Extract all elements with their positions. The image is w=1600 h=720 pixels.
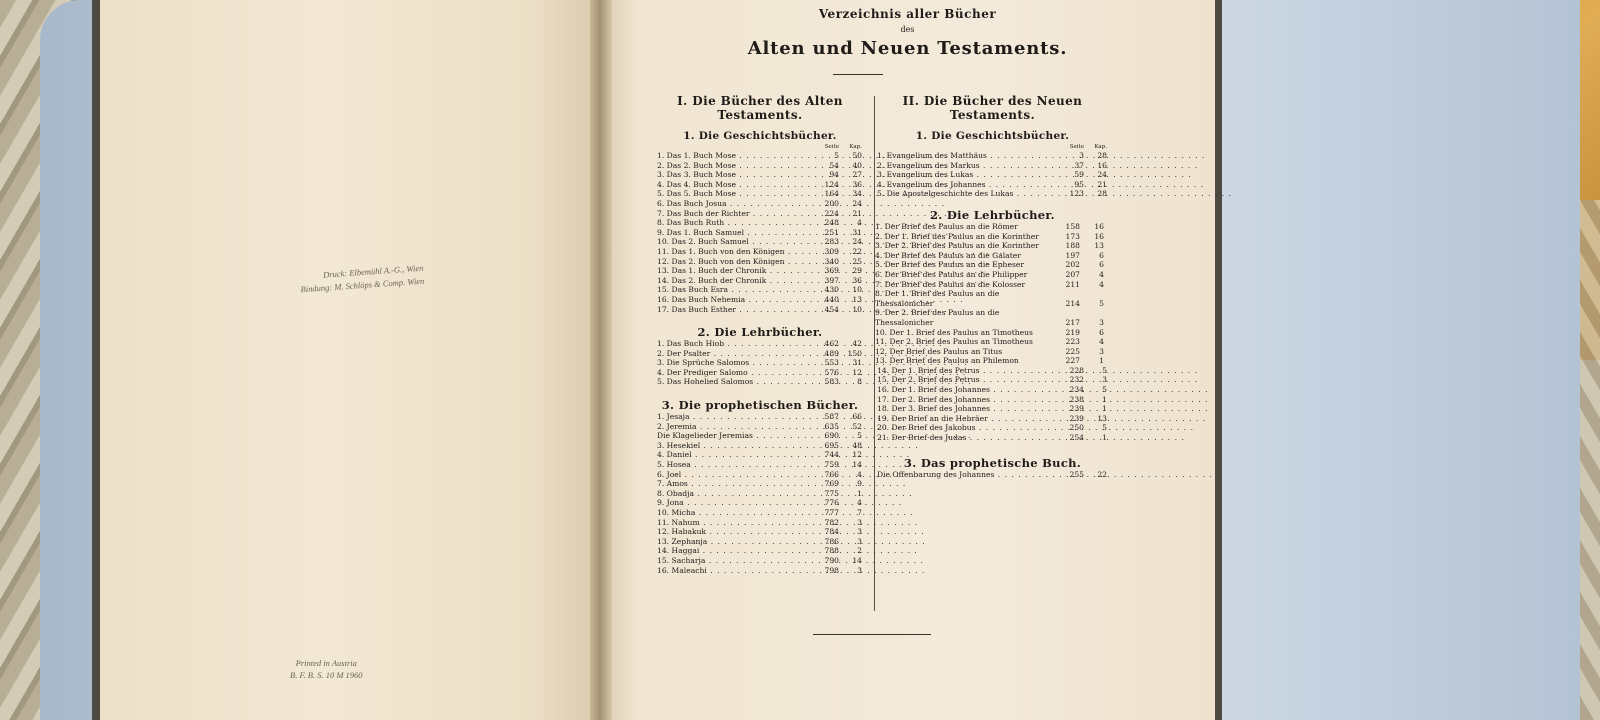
chapter-count: 3 <box>857 565 862 575</box>
page-number: 309 <box>824 246 839 256</box>
book-title: 3. Der 2. Brief des Paulus an die Korinther <box>875 241 1039 251</box>
book-title: 4. Der Prediger Salomo . . . <box>657 368 966 378</box>
page-number: 234 <box>1069 385 1084 395</box>
page-number: 798 <box>824 565 839 575</box>
chapter-count: 6 <box>1099 327 1104 337</box>
chapter-count: 24 <box>852 198 862 208</box>
column-headers <box>875 143 1110 151</box>
chapter-count: 7 <box>857 508 862 517</box>
chapter-count: 14 <box>852 460 862 470</box>
book-title: 8. Der 1. Brief des Paulus an die Thessalonicher <box>875 289 1000 308</box>
list-item <box>875 289 1110 308</box>
list-item <box>655 161 865 171</box>
book-title: 21. Der Brief des Judas . . . <box>877 433 1185 443</box>
book-title: 10. Das 2. Buch Samuel . . . <box>657 237 967 247</box>
book-title: 20. Der Brief des Jakobus . . . <box>877 423 1194 433</box>
list-item <box>655 170 865 180</box>
page-number: 250 <box>1069 423 1084 433</box>
list-item <box>875 151 1110 161</box>
book-title: 12. Der Brief des Paulus an Titus <box>875 346 1003 356</box>
book-title: 10. Micha . . . <box>657 508 914 518</box>
nt-title <box>875 94 1110 122</box>
page-number: 397 <box>824 275 839 285</box>
list-item <box>655 377 865 387</box>
book-title: 9. Der 2. Brief des Paulus an die Thessalonicher <box>875 308 1000 327</box>
book-title: 3. Die Sprüche Salomos . . . <box>657 358 968 368</box>
book-title: 16. Maleachi . . . <box>657 566 925 576</box>
page-number: 214 <box>1065 298 1080 308</box>
book-title: 13. Der Brief des Paulus an Philemon <box>875 356 1019 366</box>
page-number: 587 <box>824 412 839 422</box>
left-page <box>100 0 605 720</box>
list-item <box>655 556 865 566</box>
list-item <box>655 527 865 537</box>
chapter-count: 29 <box>852 266 862 276</box>
chapter-count: 5 <box>1102 385 1107 395</box>
page-number: 695 <box>824 440 839 450</box>
chapter-count: 48 <box>852 440 862 450</box>
nt-title-line: II. Die Bücher des Neuen <box>902 94 1083 108</box>
list-item <box>655 266 865 276</box>
page-number: 5 <box>834 151 839 160</box>
page-number: 37 <box>1074 160 1084 170</box>
chapter-count: 28 <box>1097 151 1107 160</box>
list-item <box>655 450 865 460</box>
chapter-count: 6 <box>1099 250 1104 260</box>
page-number: 553 <box>824 358 839 368</box>
page-number: 211 <box>1065 279 1080 289</box>
list-item <box>655 368 865 378</box>
list-item <box>655 276 865 286</box>
book-title: 5. Das 5. Buch Mose . . . <box>657 189 955 199</box>
page-number: 440 <box>824 294 839 304</box>
page-number: 202 <box>1065 260 1080 270</box>
page-number: 777 <box>824 508 839 517</box>
list-item <box>875 375 1110 385</box>
list-item <box>655 257 865 267</box>
list-item <box>875 308 1110 327</box>
chapter-count: 4 <box>1099 279 1104 289</box>
page-number: 340 <box>824 256 839 266</box>
book-title: 4. Evangelium des Johannes . . . <box>877 180 1204 190</box>
title-rule <box>833 74 883 75</box>
list-item <box>655 546 865 556</box>
list-item <box>875 251 1110 261</box>
book-title: 12. Das 2. Buch von den Königen . . . <box>657 257 1003 267</box>
list-item <box>655 189 865 199</box>
book-title: 11. Nahum . . . <box>657 518 918 528</box>
seite-header: Seite <box>824 144 839 150</box>
list-item <box>655 460 865 470</box>
chapter-count: 10 <box>852 304 862 314</box>
page-number: 225 <box>1065 346 1080 356</box>
book-title: 3. Das 3. Buch Mose . . . <box>657 170 955 180</box>
page-number: 790 <box>824 555 839 565</box>
section-title: 1. Die Geschichtsbücher. <box>683 130 837 142</box>
section-title: 2. Die Lehrbücher. <box>697 325 823 340</box>
chapter-count: 42 <box>852 339 862 349</box>
page-number: 59 <box>1074 170 1084 180</box>
chapter-count: 10 <box>852 285 862 295</box>
book-title: 8. Das Buch Ruth . . . <box>657 218 943 228</box>
book-title: 17. Der 2. Brief des Johannes . . . <box>877 395 1209 405</box>
chapter-count: 3 <box>1099 317 1104 327</box>
book-title: 1. Der Brief des Paulus an die Römer <box>875 221 1018 231</box>
chapter-count: 5 <box>1102 423 1107 433</box>
printed-line: Printed in Austria <box>295 658 357 668</box>
page-number: 430 <box>824 285 839 295</box>
book-title: 11. Der 2. Brief des Paulus an Timotheus <box>875 337 1033 347</box>
toc-heading-line2: des <box>900 25 915 34</box>
page-number: 635 <box>824 421 839 431</box>
chapter-count: 1 <box>1102 433 1107 443</box>
book-title: 11. Das 1. Buch von den Königen . . . <box>657 247 1003 257</box>
book-title: 13. Zephanja . . . <box>657 537 926 547</box>
chapter-count: 16 <box>1094 221 1104 231</box>
chapter-count: 13 <box>852 294 862 304</box>
nt-title-line: Testaments. <box>949 108 1036 122</box>
book-title: 15. Der 2. Brief des Petrus . . . <box>877 375 1198 385</box>
page-number: 254 <box>1069 433 1084 443</box>
book-title: 14. Haggai . . . <box>657 546 918 556</box>
bottom-rule <box>813 634 931 635</box>
page-number: 766 <box>824 469 839 479</box>
book-title: 9. Das 1. Buch Samuel . . . <box>657 228 963 238</box>
page-number: 227 <box>1065 356 1080 366</box>
list-item <box>655 566 865 576</box>
book-title: 13. Das 1. Buch der Chronik . . . <box>657 266 985 276</box>
chapter-count: 21 <box>852 208 862 218</box>
list-item <box>875 395 1110 405</box>
printed-line: B. F. B. S. 10 M 1960 <box>290 670 363 680</box>
list-item <box>875 337 1110 347</box>
chapter-count: 3 <box>857 517 862 527</box>
page-number: 207 <box>1065 269 1080 279</box>
page-number: 786 <box>824 536 839 546</box>
chapter-count: 9 <box>857 479 862 489</box>
list-item <box>875 270 1110 280</box>
list-item <box>875 414 1110 424</box>
chapter-count: 22 <box>852 246 862 256</box>
chapter-count: 66 <box>852 412 862 422</box>
list-item <box>875 356 1110 366</box>
list-item <box>875 385 1110 395</box>
book-title: 2. Der 1. Brief des Paulus an die Korinther <box>875 231 1039 241</box>
chapter-count: 8 <box>857 377 862 387</box>
list-item <box>875 470 1110 480</box>
list-item <box>655 441 865 451</box>
book-title: 7. Das Buch der Richter . . . <box>657 209 968 219</box>
book-title: 12. Habakuk . . . <box>657 527 925 537</box>
book-title: 19. Der Brief an die Hebräer . . . <box>877 414 1206 424</box>
page-number: 217 <box>1065 317 1080 327</box>
imprint-line: Druck: Elbemühl A.-G., Wien <box>322 262 424 280</box>
section-title: 2. Die Lehrbücher. <box>930 207 1055 222</box>
book-title: 8. Obadja . . . <box>657 489 913 499</box>
list-item <box>655 199 865 209</box>
book-title: 1. Evangelium des Matthäus . . . <box>877 151 1205 161</box>
page-number: 239 <box>1069 404 1084 414</box>
chapter-count: 16 <box>1094 231 1104 241</box>
book-title: 16. Das Buch Nehemia . . . <box>657 295 964 305</box>
list-item <box>655 285 865 295</box>
toc-title: Alten und Neuen Testaments. <box>747 38 1068 59</box>
ot-title <box>655 94 865 122</box>
page-number: 251 <box>824 227 839 237</box>
chapter-count: 21 <box>1097 179 1107 189</box>
list-item <box>875 280 1110 290</box>
book-title: 15. Das Buch Esra . . . <box>657 285 947 295</box>
page-number: 197 <box>1065 250 1080 260</box>
page-number: 769 <box>824 479 839 489</box>
book-title: 9. Jona . . . <box>657 498 902 508</box>
book-title: 5. Das Hohelied Salomos . . . <box>657 377 972 387</box>
chapter-count: 4 <box>857 469 862 479</box>
page-number: 158 <box>1065 221 1080 231</box>
book-title: 7. Amos . . . <box>657 479 906 489</box>
book-title: 6. Der Brief des Paulus an die Philipper <box>875 269 1028 279</box>
chapter-count: 52 <box>852 421 862 431</box>
chapter-count: 14 <box>852 555 862 565</box>
chapter-count: 4 <box>1099 337 1104 347</box>
list-item <box>655 498 865 508</box>
chapter-count: 36 <box>852 179 862 189</box>
book-title: 3. Hesekiel . . . <box>657 441 919 451</box>
section-title: 1. Die Geschichtsbücher. <box>915 130 1070 142</box>
page-number: 788 <box>824 546 839 556</box>
list-item <box>875 366 1110 376</box>
chapter-count: 5 <box>1102 365 1107 375</box>
book-title: 4. Daniel . . . <box>657 450 910 460</box>
book-title: 6. Das Buch Josua . . . <box>657 199 945 209</box>
list-item <box>875 423 1110 433</box>
chapter-count: 3 <box>1102 375 1107 385</box>
page-number: 54 <box>829 160 839 170</box>
list-item <box>655 470 865 480</box>
list-item <box>655 479 865 489</box>
book-title: 10. Der 1. Brief des Paulus an Timotheus <box>875 327 1033 337</box>
book-title: 2. Jeremia . . . <box>657 422 915 432</box>
list-item <box>655 180 865 190</box>
page-number: 95 <box>1074 179 1084 189</box>
chapter-count: 5 <box>1099 298 1104 308</box>
book-title: 5. Die Apostelgeschichte des Lukas . . . <box>877 189 1232 199</box>
book-title: 2. Der Psalter . . . <box>657 349 929 359</box>
kap-header: Kap. <box>1094 144 1107 150</box>
list-item <box>655 339 865 349</box>
page-number: 188 <box>1065 241 1080 251</box>
list-item <box>875 170 1110 180</box>
list-item <box>875 241 1110 251</box>
chapter-count: 4 <box>857 218 862 228</box>
chapter-count: 2 <box>857 546 862 556</box>
page-number: 759 <box>824 460 839 470</box>
book-title: 3. Evangelium des Lukas . . . <box>877 170 1192 180</box>
page-number: 775 <box>824 488 839 498</box>
old-testament-column <box>655 94 865 575</box>
list-item <box>875 180 1110 190</box>
book-title: 15. Sacharja . . . <box>657 556 924 566</box>
page-number: 248 <box>824 218 839 228</box>
list-item <box>655 247 865 257</box>
list-item <box>655 237 865 247</box>
page-number: 782 <box>824 517 839 527</box>
list-item <box>655 358 865 368</box>
list-item <box>655 508 865 518</box>
chapter-count: 4 <box>1099 269 1104 279</box>
list-item <box>875 189 1110 199</box>
chapter-count: 6 <box>1099 260 1104 270</box>
chapter-count: 12 <box>852 367 862 377</box>
book-title: 14. Der 1. Brief des Petrus . . . <box>877 366 1198 376</box>
list-item <box>875 404 1110 414</box>
new-testament-column <box>875 94 1110 479</box>
page-number: 776 <box>824 498 839 508</box>
list-item <box>655 431 865 441</box>
page-number: 123 <box>1069 189 1084 199</box>
chapter-count: 24 <box>852 237 862 247</box>
book-title: 1. Das 1. Buch Mose . . . <box>657 151 955 161</box>
list-item <box>875 328 1110 338</box>
book-title: Die Klagelieder Jeremias . . . <box>657 431 971 441</box>
list-item <box>875 260 1110 270</box>
book-title: 18. Der 3. Brief des Johannes . . . <box>877 404 1209 414</box>
show-through-print <box>370 55 380 90</box>
page-number: 239 <box>1069 413 1084 423</box>
list-item <box>655 537 865 547</box>
page-number: 124 <box>824 179 839 189</box>
chapter-count: 31 <box>852 358 862 368</box>
chapter-count: 24 <box>1097 170 1107 180</box>
page-number: 173 <box>1065 231 1080 241</box>
book-title: 6. Joel . . . <box>657 470 900 480</box>
chapter-count: 1 <box>857 488 862 498</box>
page-number: 164 <box>824 189 839 199</box>
list-item <box>655 218 865 228</box>
book-title: 5. Der Brief des Paulus an die Epheser <box>875 260 1024 270</box>
book-title: 2. Das 2. Buch Mose . . . <box>657 161 955 171</box>
table-of-contents <box>600 0 1215 720</box>
chapter-count: 40 <box>852 160 862 170</box>
chapter-count: 36 <box>852 275 862 285</box>
page-number: 223 <box>1065 337 1080 347</box>
chapter-count: 3 <box>1099 346 1104 356</box>
list-item <box>875 232 1110 242</box>
chapter-count: 25 <box>852 256 862 266</box>
chapter-count: 34 <box>852 189 862 199</box>
list-item <box>655 422 865 432</box>
list-item <box>875 161 1110 171</box>
chapter-count: 22 <box>1097 469 1107 479</box>
chapter-count: 3 <box>857 527 862 537</box>
list-item <box>655 151 865 161</box>
list-item <box>655 518 865 528</box>
book-title: 1. Jesaja . . . <box>657 412 908 422</box>
page-number: 238 <box>1069 394 1084 404</box>
chapter-count: 28 <box>1097 189 1107 199</box>
chapter-count: 1 <box>1102 394 1107 404</box>
book-title: 1. Das Buch Hiob . . . <box>657 339 943 349</box>
chapter-count: 13 <box>1094 241 1104 251</box>
book-title: 7. Der Brief des Paulus an die Kolosser <box>875 279 1026 289</box>
section-title: 3. Das prophetische Buch. <box>903 455 1082 470</box>
chapter-count: 4 <box>857 498 862 508</box>
page-number: 583 <box>824 377 839 387</box>
list-item <box>655 305 865 315</box>
imprint-line: Bindung: M. Schlöps & Comp. Wien <box>300 275 425 295</box>
list-item <box>875 347 1110 357</box>
book-title: 5. Hosea . . . <box>657 460 909 470</box>
section-title: 3. Die prophetischen Bücher. <box>661 398 859 413</box>
page-number: 462 <box>824 339 839 349</box>
kap-header: Kap. <box>849 144 862 150</box>
book-title: 14. Das 2. Buch der Chronik . . . <box>657 276 985 286</box>
ot-title-line: I. Die Bücher des Alten <box>677 94 843 108</box>
page-number: 255 <box>1069 469 1084 479</box>
page-number: 219 <box>1065 327 1080 337</box>
page-number: 232 <box>1069 375 1084 385</box>
column-headers <box>655 143 865 151</box>
page-number: 369 <box>824 266 839 276</box>
page-number: 228 <box>1069 365 1084 375</box>
chapter-count: 27 <box>852 170 862 180</box>
chapter-count: 1 <box>1102 404 1107 414</box>
page-number: 690 <box>824 431 839 441</box>
book-title: 17. Das Buch Esther . . . <box>657 305 954 315</box>
page-number: 489 <box>824 348 839 358</box>
book-title: 4. Der Brief des Paulus an die Galater <box>875 250 1021 260</box>
page-number: 3 <box>1079 151 1084 160</box>
printed-in-note <box>290 657 363 681</box>
chapter-count: 3 <box>857 536 862 546</box>
list-item <box>655 489 865 499</box>
page-number: 576 <box>824 367 839 377</box>
list-item <box>655 209 865 219</box>
chapter-count: 1 <box>1099 356 1104 366</box>
list-item <box>655 349 865 359</box>
page-number: 224 <box>824 208 839 218</box>
chapter-count: 13 <box>1097 413 1107 423</box>
page-number: 94 <box>829 170 839 180</box>
book-title: Die Offenbarung des Johannes . . . <box>877 470 1213 480</box>
page-number: 784 <box>824 527 839 537</box>
list-item <box>875 433 1110 443</box>
book-title: 2. Evangelium des Markus . . . <box>877 161 1198 171</box>
chapter-count: 16 <box>1097 160 1107 170</box>
book-title: 4. Das 4. Buch Mose . . . <box>657 180 955 190</box>
chapter-count: 150 <box>847 348 862 358</box>
page-number: 200 <box>824 198 839 208</box>
list-item <box>655 295 865 305</box>
page-number: 283 <box>824 237 839 247</box>
chapter-count: 5 <box>857 431 862 441</box>
page-number: 454 <box>824 304 839 314</box>
toc-heading-line1: Verzeichnis aller Bücher <box>818 7 997 21</box>
ot-title-line: Testaments. <box>717 108 803 122</box>
seite-header: Seite <box>1069 144 1084 150</box>
chapter-count: 31 <box>852 227 862 237</box>
chapter-count: 50 <box>852 151 862 160</box>
list-item <box>655 412 865 422</box>
chapter-count: 12 <box>852 450 862 460</box>
page-number: 744 <box>824 450 839 460</box>
book-title: 16. Der 1. Brief des Johannes . . . <box>877 385 1209 395</box>
list-item <box>655 228 865 238</box>
list-item <box>875 222 1110 232</box>
